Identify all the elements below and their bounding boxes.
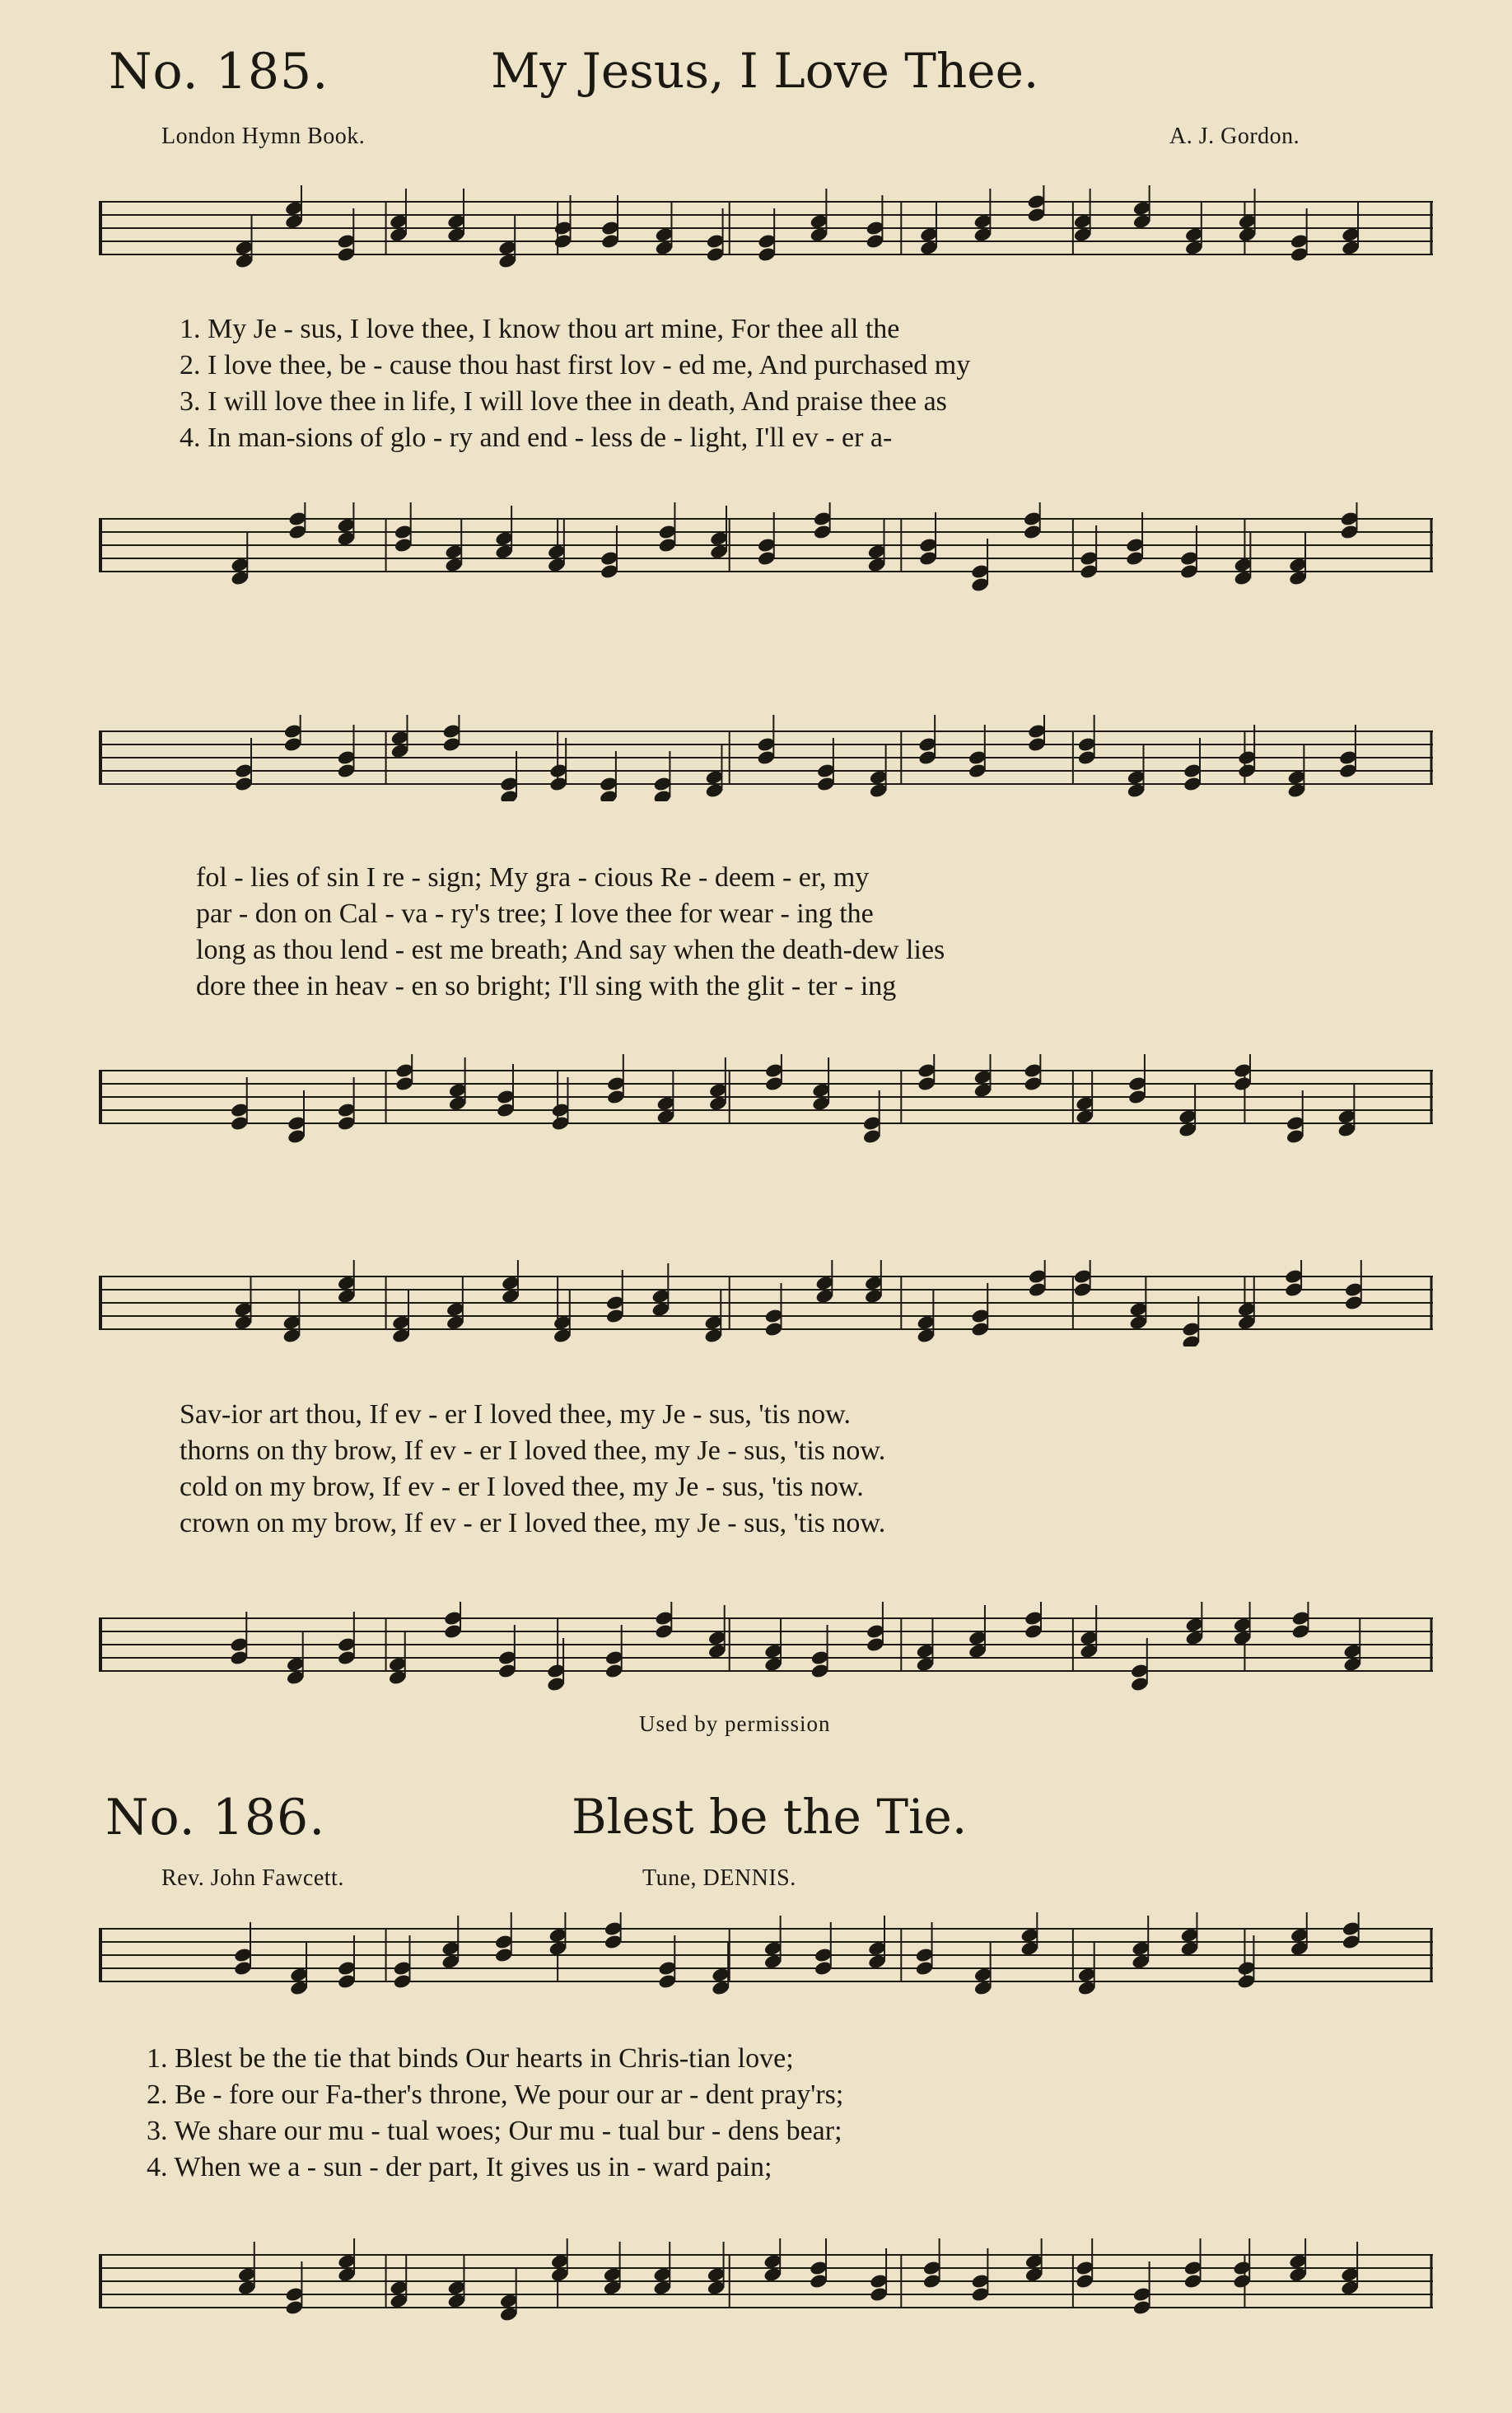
lyric-line: crown on my brow, If ev - er I loved thee, my Je - sus, 'tis now. — [180, 1508, 886, 1538]
hymn-185-title: My Jesus, I Love Thee. — [491, 43, 1039, 99]
hymn-185-system-1-lyrics — [180, 311, 970, 456]
hymn-186-treble-staff — [99, 1912, 1433, 1999]
lyric-line: 1. My Je - sus, I love thee, I know thou art mine, For thee all the — [180, 314, 900, 344]
hymn-186-words-source: Rev. John Fawcett. — [161, 1865, 344, 1891]
lyric-line: 3. I will love thee in life, I will love thee in death, And praise thee as — [180, 386, 947, 417]
lyric-line: 4. In man-sions of glo - ry and end - less de - light, I'll ev - er a- — [180, 422, 893, 453]
lyric-line: fol - lies of sin I re - sign; My gra - cious Re - deem - er, my — [196, 862, 870, 893]
hymn-185-system-1-bass-staff — [99, 502, 1433, 601]
lyric-line: cold on my brow, If ev - er I loved thee, my Je - sus, 'tis now. — [180, 1472, 864, 1502]
lyric-line: 2. I love thee, be - cause thou hast first lov - ed me, And purchased my — [180, 350, 971, 380]
hymn-185-number: No. 185. — [109, 43, 329, 100]
hymn-186-title: Blest be the Tie. — [572, 1789, 968, 1845]
hymn-185-composer: A. J. Gordon. — [1169, 124, 1300, 149]
hymn-185-system-2-lyrics — [196, 860, 945, 1005]
hymn-185-system-2-bass-staff — [99, 1054, 1433, 1153]
lyric-line: thorns on thy brow, If ev - er I loved thee, my Je - sus, 'tis now. — [180, 1435, 886, 1466]
hymn-186-bass-staff — [99, 2238, 1433, 2337]
hymn-185-system-3-lyrics — [180, 1397, 885, 1542]
lyric-line: dore thee in heav - en so bright; I'll sing with the glit - ter - ing — [196, 971, 897, 1001]
lyric-line: par - don on Cal - va - ry's tree; I love thee for wear - ing the — [196, 898, 874, 929]
hymn-185-system-3-treble-staff — [99, 1260, 1433, 1347]
hymn-186-number: No. 186. — [105, 1789, 326, 1846]
lyric-line: 1. Blest be the tie that binds Our hearts in Chris-tian love; — [147, 2043, 794, 2074]
hymn-185-permission-note: Used by permission — [639, 1711, 831, 1736]
lyric-line: long as thou lend - est me breath; And say when the death-dew lies — [196, 935, 945, 965]
lyric-line: Sav-ior art thou, If ev - er I loved thee, my Je - sus, 'tis now. — [180, 1399, 852, 1430]
hymn-185-system-3-bass-staff — [99, 1602, 1433, 1701]
hymn-185-words-source: London Hymn Book. — [161, 124, 366, 149]
lyric-line: 3. We share our mu - tual woes; Our mu - tual bur - dens bear; — [147, 2116, 842, 2146]
lyric-line: 4. When we a - sun - der part, It gives us in - ward pain; — [147, 2152, 772, 2182]
hymn-185-system-2-treble-staff — [99, 715, 1433, 801]
hymn-185-system-1-treble-staff — [99, 185, 1433, 272]
hymn-186-tune-name: Tune, DENNIS. — [642, 1865, 796, 1891]
hymn-186-lyrics — [147, 2041, 843, 2186]
lyric-line: 2. Be - fore our Fa-ther's throne, We pour our ar - dent pray'rs; — [147, 2079, 844, 2110]
